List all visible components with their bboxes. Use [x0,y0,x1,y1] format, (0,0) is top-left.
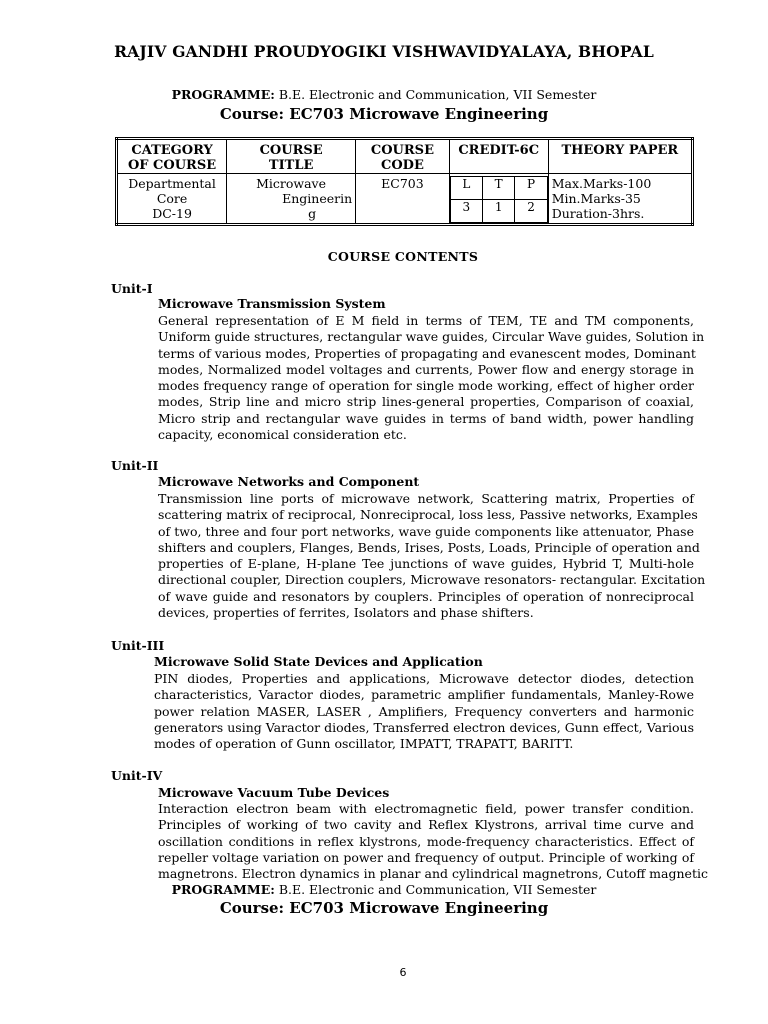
unit-description: General representation of E M field in terms of TEM, TE and TM components, Uniform guide structures, rectangular wave guides, Circular Wave guides, Solution in terms of various modes, Properties of propagating and evanescent modes, Dominant modes, Normalized model voltages and currents, Power flow and energy storage in modes frequency range of operation for single mode working, effect of higher order modes, Strip line and micro strip lines-general properties, Comparison of coaxial, Micro strip and rectangular wave guides in terms of band width, power handling capacity, economical consideration etc. [158,313,705,443]
programme-label: PROGRAMME: [171,882,275,897]
unit-label: Unit-I [111,281,153,296]
page-number: 6 [399,966,407,979]
course-contents-heading: COURSE CONTENTS [327,249,479,264]
course-title: Course: EC703 Microwave Engineering [219,105,549,123]
credit-value-l: 3 [450,200,482,223]
course-info-table [115,137,694,226]
unit-description: PIN diodes, Properties and applications, Microwave detector diodes, detection characteristics, Varactor diodes, parametric amplifier fundamentals, Manley-Rowe power relation MASER, LASER , Amplifiers, Frequency converters and harmonic generators using Varactor diodes, Transferred electron devices, Gunn effect, Various modes of operation of Gunn oscillator, IMPATT, TRAPATT, BARITT. [154,671,694,752]
cell-category: Departmental Core DC-19 [117,174,227,225]
cell-course-code: EC703 [356,174,450,225]
credit-value-t: 1 [483,200,515,223]
credit-label-p: P [515,177,547,200]
unit-label: Unit-II [111,458,159,473]
programme-value: B.E. Electronic and Communication, VII Semester [278,882,597,897]
programme-value: B.E. Electronic and Communication, VII Semester [278,87,597,102]
unit-title: Microwave Networks and Component [158,474,420,489]
cell-credit [449,174,548,225]
credit-label-l: L [450,177,482,200]
unit-description: Transmission line ports of microwave network, Scattering matrix, Properties of scattering matrix of reciprocal, Nonreciprocal, loss less, Passive networks, Examples of two, three and four port networks, wave guide components like attenuator, Phase shifters and couplers, Flanges, Bends, Irises, Posts, Loads, Principle of operation and properties of E-plane, H-plane Tee junctions of wave guides, Hybrid T, Multi-hole directional coupler, Direction couplers, Microwave resonators- rectangular. Excitation of wave guide and resonators by couplers. Principles of operation of nonreciprocal devices, properties of ferrites, Isolators and phase shifters. [158,491,706,621]
unit-label: Unit-IV [111,768,163,783]
unit-description: Interaction electron beam with electromagnetic field, power transfer condition. Principles of working of two cavity and Reflex Klystrons, arrival time curve and oscillation conditions in reflex klystrons, mode-frequency characteristics. Effect of repeller voltage variation on power and frequency of output. Principle of working of magnetrons. Electron dynamics in planar and cylindrical magnetrons, Cutoff magnetic [158,801,708,882]
table-body-row [117,174,693,225]
programme-label: PROGRAMME: [171,87,275,102]
credit-value-p: 2 [515,200,547,223]
header-credit: CREDIT-6C [449,139,548,174]
unit-title: Microwave Vacuum Tube Devices [158,785,390,800]
unit-label: Unit-III [111,638,165,653]
course-title-repeat: Course: EC703 Microwave Engineering [219,899,549,917]
header-theory-paper: THEORY PAPER [548,139,692,174]
credit-label-t: T [483,177,515,200]
header-category: CATEGORY OF COURSE [117,139,227,174]
programme-line [0,87,768,102]
table-header-row [117,139,693,174]
header-course-title: COURSE TITLE [227,139,356,174]
cell-theory-paper: Max.Marks-100 Min.Marks-35 Duration-3hrs. [548,174,692,225]
unit-title: Microwave Solid State Devices and Application [154,654,483,669]
unit-title: Microwave Transmission System [158,296,386,311]
programme-line-repeat [0,882,768,897]
header-course-code: COURSE CODE [356,139,450,174]
university-title: RAJIV GANDHI PROUDYOGIKI VISHWAVIDYALAYA, BHOPAL [114,42,654,61]
credit-subtable [450,176,548,223]
cell-course-title: Microwave Engineerin g [227,174,356,225]
